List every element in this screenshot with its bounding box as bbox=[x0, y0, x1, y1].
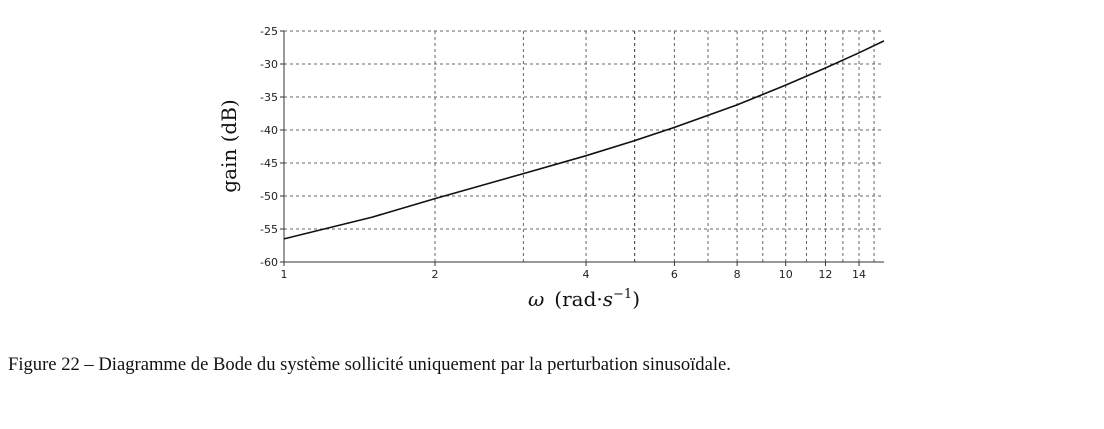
axes bbox=[280, 31, 884, 266]
series-layer bbox=[284, 41, 884, 239]
y-tick-label: -55 bbox=[260, 223, 278, 236]
x-tick-label: 2 bbox=[431, 268, 439, 281]
y-tick-label: -25 bbox=[260, 25, 278, 38]
tick-labels bbox=[260, 25, 866, 281]
series-line-gain bbox=[284, 41, 884, 239]
x-tick-label: 14 bbox=[852, 268, 867, 281]
figure-caption: Figure 22 – Diagramme de Bode du système sollicité uniquement par la perturbation sinusoïdale. bbox=[8, 354, 731, 375]
y-tick-label: -60 bbox=[260, 256, 278, 269]
y-tick-label: -45 bbox=[260, 157, 278, 170]
x-tick-label: 1 bbox=[280, 268, 288, 281]
x-tick-label: 10 bbox=[778, 268, 793, 281]
x-axis-label-symbol: ω bbox=[527, 287, 545, 311]
x-tick-label: 4 bbox=[582, 268, 590, 281]
x-axis-label-unit-exp: −1 bbox=[613, 287, 633, 302]
x-axis-label-unit-prefix: (rad· bbox=[554, 287, 603, 311]
x-axis-label bbox=[528, 287, 640, 311]
x-tick-label: 12 bbox=[818, 268, 833, 281]
y-tick-label: -35 bbox=[260, 91, 278, 104]
y-axis-label: gain (dB) bbox=[217, 99, 241, 193]
x-tick-label: 6 bbox=[670, 268, 678, 281]
x-axis-label-unit-suffix: ) bbox=[632, 287, 641, 311]
x-axis-label-unit-var: s bbox=[602, 287, 614, 311]
x-tick-label: 8 bbox=[733, 268, 741, 281]
grid bbox=[284, 31, 884, 262]
y-tick-label: -50 bbox=[260, 190, 278, 203]
y-tick-label: -40 bbox=[260, 124, 278, 137]
y-tick-label: -30 bbox=[260, 58, 278, 71]
